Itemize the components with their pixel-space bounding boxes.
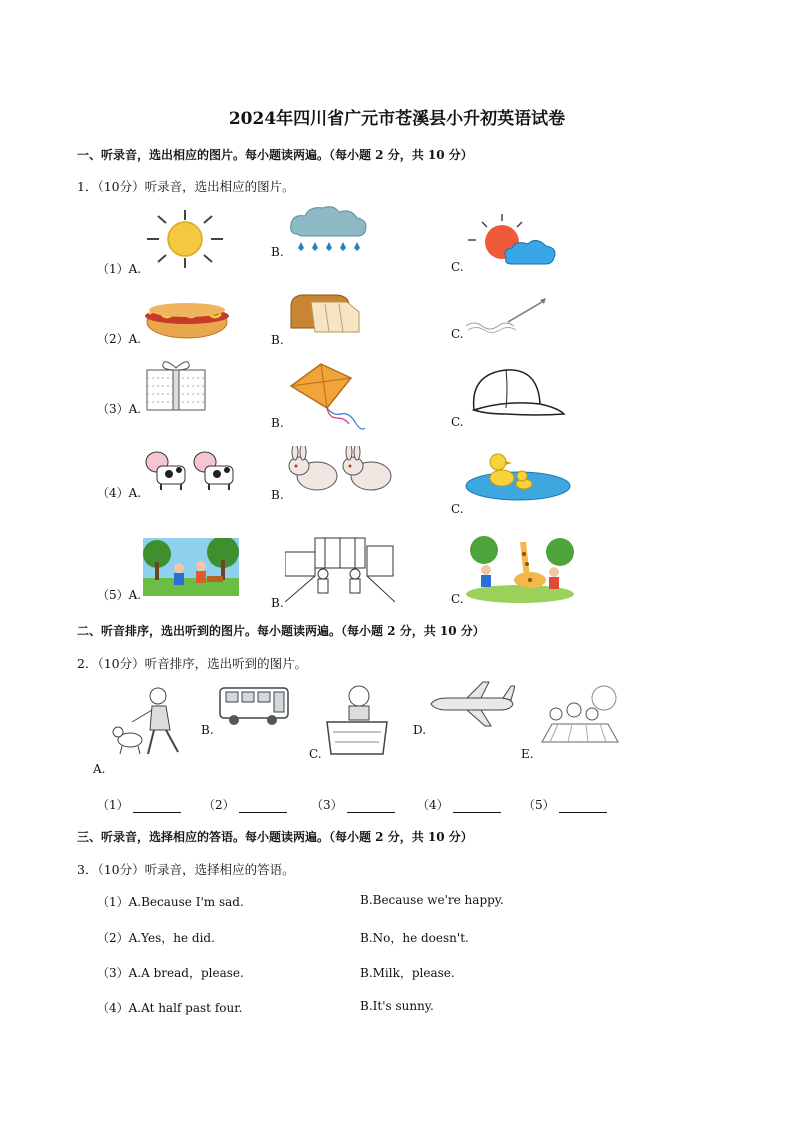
row3-label-b: B. xyxy=(271,416,284,430)
kite-icon[interactable] xyxy=(287,362,367,430)
question-1: 1．（10分）听录音，选出相应的图片。 xyxy=(77,179,295,194)
s2-label-e: E. xyxy=(521,747,534,761)
hotdog-icon[interactable] xyxy=(143,292,231,342)
section-2-heading: 二、听音排序，选出听到的图片。每小题读两遍。（每小题 2 分，共 10 分） xyxy=(77,624,485,638)
walking-dog-icon[interactable] xyxy=(108,686,184,758)
park-kids-icon[interactable] xyxy=(143,538,239,596)
s2-label-c: C. xyxy=(309,747,322,761)
q3-2-option-a[interactable]: （2）A.Yes，he did. xyxy=(97,931,215,945)
zoo-giraffe-icon[interactable] xyxy=(464,534,576,604)
q3-3-option-b[interactable]: B.Milk，please. xyxy=(360,966,455,980)
answer-blank-3[interactable]: （3） xyxy=(311,796,395,813)
row2-label-a: （2）A. xyxy=(97,332,142,346)
bus-icon[interactable] xyxy=(218,684,290,726)
row3-label-a: （3）A. xyxy=(97,402,142,416)
school-kids-icon[interactable] xyxy=(285,532,395,604)
row5-label-b: B. xyxy=(271,596,284,610)
cows-icon[interactable] xyxy=(143,446,239,492)
q3-1-option-a[interactable]: （1）A.Because I'm sad. xyxy=(97,895,244,909)
noodles-fork-icon[interactable] xyxy=(462,296,550,336)
q3-2-option-b[interactable]: B.No，he doesn't. xyxy=(360,931,469,945)
rain-cloud-icon[interactable] xyxy=(287,204,371,256)
row5-label-c: C. xyxy=(451,592,464,606)
boy-at-desk-icon[interactable] xyxy=(323,682,391,756)
q3-1-option-b[interactable]: B.Because we're happy. xyxy=(360,893,504,907)
row4-label-a: （4）A. xyxy=(97,486,142,500)
row3-label-c: C. xyxy=(451,415,464,429)
gift-box-icon[interactable] xyxy=(145,358,207,412)
row1-label-a: （1）A. xyxy=(97,262,142,276)
s2-label-b: B. xyxy=(201,723,214,737)
sun-behind-cloud-icon[interactable] xyxy=(462,212,560,270)
page-title: 2024年四川省广元市苍溪县小升初英语试卷 xyxy=(228,109,566,129)
section-1-heading: 一、听录音，选出相应的图片。每小题读两遍。（每小题 2 分，共 10 分） xyxy=(77,148,473,162)
q3-3-option-a[interactable]: （3）A.A bread，please. xyxy=(97,966,244,980)
airplane-icon[interactable] xyxy=(427,680,515,730)
answer-blank-4[interactable]: （4） xyxy=(417,796,501,813)
rabbits-icon[interactable] xyxy=(287,446,393,494)
answer-blank-5[interactable]: （5） xyxy=(523,796,607,813)
answer-blank-2[interactable]: （2） xyxy=(203,796,287,813)
s2-label-a: A. xyxy=(93,762,106,776)
row4-label-c: C. xyxy=(451,502,464,516)
q3-4-option-b[interactable]: B.It's sunny. xyxy=(360,999,434,1013)
picnic-icon[interactable] xyxy=(538,684,622,754)
row1-label-b: B. xyxy=(271,245,284,259)
row4-label-b: B. xyxy=(271,488,284,502)
answer-blank-1[interactable]: （1） xyxy=(97,796,181,813)
bread-icon[interactable] xyxy=(287,292,361,336)
question-3: 3．（10分）听录音，选择相应的答语。 xyxy=(77,862,295,877)
cap-icon[interactable] xyxy=(466,364,566,418)
ducks-pond-icon[interactable] xyxy=(462,446,574,502)
row2-label-b: B. xyxy=(271,333,284,347)
sun-icon[interactable] xyxy=(143,208,227,270)
section-3-heading: 三、听录音，选择相应的答语。每小题读两遍。（每小题 2 分，共 10 分） xyxy=(77,830,473,844)
row5-label-a: （5）A. xyxy=(97,588,142,602)
q3-4-option-a[interactable]: （4）A.At half past four. xyxy=(97,1001,243,1015)
row2-label-c: C. xyxy=(451,327,464,341)
row1-label-c: C. xyxy=(451,260,464,274)
s2-label-d: D. xyxy=(413,723,427,737)
question-2: 2．（10分）听音排序，选出听到的图片。 xyxy=(77,656,308,671)
